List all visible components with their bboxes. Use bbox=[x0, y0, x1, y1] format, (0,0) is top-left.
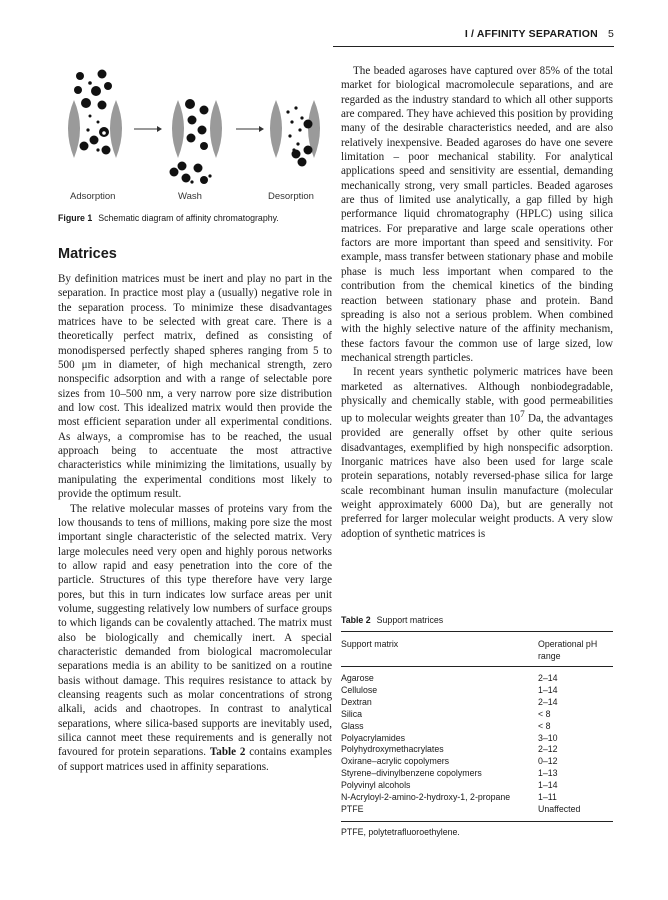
table-cell-matrix: Polyacrylamides bbox=[341, 732, 406, 743]
table-cell-matrix: Glass bbox=[341, 720, 364, 731]
left-paragraph-2-text: The relative molecular masses of proteins vary from the low thousands to tens of millions, making pore size the most important single characteristic of the selected matrix. Very large molecules need very open and highly porous networks to allow rapid and easy penetration into the core of the particle. Structures of this type therefore have very large pores, but this in turn indicates low surface areas per unit volume, suggesting relatively low numbers of surface groups to which ligands can be covalently attached. The matrix must also be biologically and chemically inert. A special characteristic demanded from biological macromolecular separations media is an ability to be sanitized on a routine basis without damage. This requires resistance to attack by cleansing reagents such as molar concentrations of strong alkali, acids and chaotropes. In contrast to analytical separations, where silica-based supports are inevitably used, silica cannot meet these requirements and is generally not favoured for protein separations. bbox=[58, 502, 332, 759]
table-row bbox=[341, 697, 613, 709]
figure-caption-text: Schematic diagram of affinity chromatography. bbox=[98, 213, 279, 223]
table-cell-ph: 0–12 bbox=[538, 756, 558, 767]
affinity-chromatography-diagram bbox=[58, 58, 332, 188]
table-cell-matrix: Polyvinyl alcohols bbox=[341, 780, 411, 791]
table-reference: Table 2 bbox=[209, 746, 246, 759]
header-rule bbox=[333, 46, 614, 47]
table-row bbox=[341, 721, 613, 733]
table-row bbox=[341, 744, 613, 756]
table-cell-matrix: Styrene–divinylbenzene copolymers bbox=[341, 768, 482, 779]
figure-1 bbox=[58, 58, 332, 208]
table-cell-matrix: Agarose bbox=[341, 673, 374, 683]
table-caption-label: Table 2 bbox=[341, 615, 371, 625]
right-paragraph-2-rest: Da, the advantages provided are generally offset by other quite serious disadvantages, exemplified by high nonspecific adsorption. Inorganic matrices have also been used for large scale protein separations, notably reversed-phase silica for large scale recombinant human insulin manufacture (molecular weight approximately 6000 Da), but are generally not preferred for larger molecular weight products. A very slow adoption of synthetic matrices is bbox=[341, 412, 613, 540]
table-cell-matrix: Silica bbox=[341, 708, 363, 719]
right-column bbox=[341, 64, 613, 541]
table-cell-ph: 1–11 bbox=[538, 792, 557, 803]
left-paragraph-2 bbox=[58, 502, 332, 775]
table-header-ph-range: Operational pH range bbox=[538, 639, 598, 661]
table-cell-ph: < 8 bbox=[538, 720, 551, 731]
table-cell-matrix: Cellulose bbox=[341, 684, 378, 695]
desorption-panel bbox=[270, 100, 320, 167]
table-row bbox=[341, 673, 613, 685]
figure-label-adsorption: Adsorption bbox=[70, 191, 116, 202]
table-body bbox=[341, 667, 613, 822]
table-row bbox=[341, 756, 613, 768]
left-paragraph-1: By definition matrices must be inert and play no part in the separation. In practice most play a (usually) negative role in the separation process. To minimize these disadvantages matrices have to be selected with great care. There is a theoretically perfect matrix, defined as consisting of monodispersed perfectly shaped spheres ranging from 5 to 500 μm in diameter, of high mechanical strength, zero nonspecific adsorption and with a range of selectable pore sizes from 10–500 nm, a very narrow pore size distribution and low cost. This idealized matrix would then provide the most efficient separation under all experimental conditions. As always, a compromise has to be reached, the usual approach being to accentuate the most attractive characteristics while minimizing the limitations, usually by manipulating the experimental conditions most likely to provide the optimum result. bbox=[58, 273, 332, 501]
table-header-support-matrix: Support matrix bbox=[341, 639, 399, 649]
table-cell-ph: 2–12 bbox=[538, 744, 558, 755]
table-cell-matrix: PTFE bbox=[341, 803, 364, 814]
table-row bbox=[341, 792, 613, 804]
table-row bbox=[341, 685, 613, 697]
figure-label-wash: Wash bbox=[178, 191, 202, 202]
exponent: 7 bbox=[520, 410, 525, 421]
left-column bbox=[58, 58, 332, 774]
table-cell-matrix: Dextran bbox=[341, 696, 372, 707]
table-cell-ph: 2–14 bbox=[538, 673, 558, 683]
right-paragraph-2 bbox=[341, 365, 613, 541]
right-paragraph-2-start: In recent years synthetic polymeric matrices have been marketed as alternatives. Although nonbiodegradable, physically and chemically stable, with good permeabilities up to molecular weights greater than 10 bbox=[341, 366, 613, 425]
table-cell-ph: 1–14 bbox=[538, 684, 558, 695]
table-row bbox=[341, 780, 613, 792]
adsorption-panel bbox=[68, 70, 122, 159]
figure-caption-label: Figure 1 bbox=[58, 213, 93, 223]
support-matrices-table bbox=[341, 615, 613, 837]
table-row bbox=[341, 804, 613, 816]
table-cell-ph: 3–10 bbox=[538, 732, 558, 743]
table-header-row bbox=[341, 632, 613, 667]
table-cell-ph: Unaffected bbox=[538, 803, 581, 814]
table-cell-matrix: Oxirane–acrylic copolymers bbox=[341, 756, 450, 767]
table-row bbox=[341, 733, 613, 745]
running-header bbox=[465, 28, 614, 40]
table-cell-ph: < 8 bbox=[538, 708, 551, 719]
header-title: I / AFFINITY SEPARATION bbox=[464, 28, 598, 40]
table-row bbox=[341, 768, 613, 780]
table-cell-matrix: Polyhydroxymethacrylates bbox=[341, 744, 444, 755]
table-cell-ph: 1–13 bbox=[538, 768, 558, 779]
table-cell-matrix: N-Acryloyl-2-amino-2-hydroxy-1, 2-propane bbox=[341, 792, 511, 803]
figure-label-desorption: Desorption bbox=[268, 191, 314, 202]
table-cell-ph: 1–14 bbox=[538, 780, 558, 791]
left-paragraph-2-tail: contains examples of support matrices used in affinity separations. bbox=[58, 746, 332, 773]
wash-panel bbox=[170, 99, 223, 184]
page-number: 5 bbox=[607, 28, 614, 40]
table-footnote: PTFE, polytetrafluoroethylene. bbox=[341, 826, 460, 837]
figure-caption bbox=[58, 212, 332, 224]
section-heading: Matrices bbox=[58, 246, 117, 262]
right-paragraph-1: The beaded agaroses have captured over 85% of the total market for biological macromolecule separations, and are regarded as the industry standard to which all other supports are compared. They have achieved this position by providing many of the desirable characteristics needed, and are also relatively inexpensive. Beaded agaroses do have one severe limitation – poor mechanical stability. For analytical applications speed and sensitivity are essential, demanding mechanically strong, very small particles. Beaded agaroses are thus of limited use analytically, a gap filled by high performance liquid chromatography (HPLC) using silica matrices. For preparative and large scale operations other factors are more important than speed and sensitivity. For example, mass transfer between stationary phase and mobile phase is much less important when compared to the contribution from the chemical kinetics of the binding reaction between stationary phase and protein. Band spreading is also not a serious problem. When combined with the highly selective nature of the affinity mechanism, these factors favour the common use of large sized, low mechanical strength particles. bbox=[341, 65, 613, 364]
table-caption bbox=[341, 615, 613, 632]
table-row bbox=[341, 709, 613, 721]
table-caption-text: Support matrices bbox=[376, 615, 444, 625]
table-cell-ph: 2–14 bbox=[538, 696, 558, 707]
